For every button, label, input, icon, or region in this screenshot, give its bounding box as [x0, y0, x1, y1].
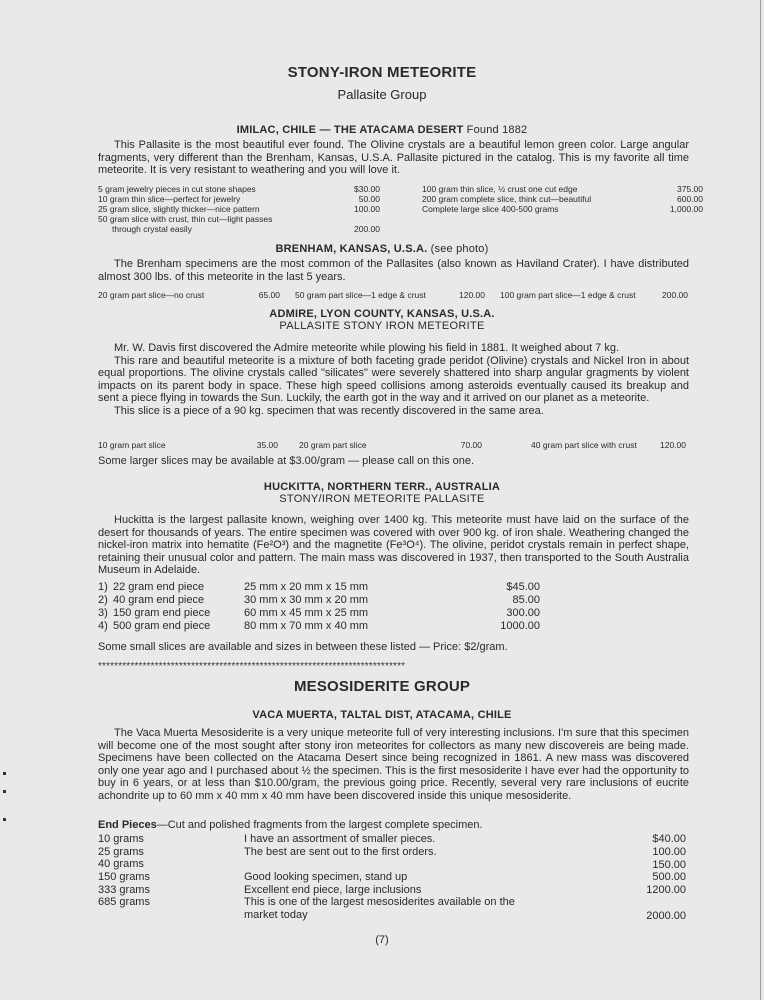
imilac-heading: IMILAC, CHILE — THE ATACAMA DESERT Found 1882 [236, 124, 528, 136]
brenham-heading: BRENHAM, KANSAS, U.S.A. (see photo) [275, 243, 489, 255]
huckitta-subheading: STONY/IRON METEORITE PALLASITE [279, 493, 485, 505]
huckitta-item-price: 300.00 [506, 607, 540, 619]
brenham-description: The Brenham specimens are the most common of the Pallasites (also known as Haviland Crater). I have distributed almost 300 lbs. of this meteorite in the last 5 years. [98, 258, 689, 283]
admire-item-price: 120.00 [660, 440, 686, 450]
end-piece-price: $40.00 [652, 833, 686, 845]
imilac-item-price: 100.00 [354, 204, 380, 214]
huckitta-item-price: $45.00 [506, 581, 540, 593]
imilac-item-desc: 200 gram complete slice, think cut—beautiful [422, 194, 592, 204]
end-piece-weight: 685 grams [98, 896, 150, 908]
admire-heading: ADMIRE, LYON COUNTY, KANSAS, U.S.A. [269, 308, 495, 320]
admire-description: Mr. W. Davis first discovered the Admire meteorite while plowing his field in 1881. It weighed about 7 kg. This rare and beautiful meteorite is a mixture of both faceting grade peridot (Olivine) crystals and Nickel Iron in about equal proportions. The olivine crystals called "silicates" were severely shattered into sharp angular gragments by violent impacts on its parent body in space. These high speed collisions among asteroids eventually caused its breakup and sent a piece flying in towards the Sun. Luckily, the earth got in the way and it arrived on our planet as a meteorite. This slice is a piece of a 90 kg. specimen that was recently discovered in the same area. [98, 342, 689, 417]
end-piece-weight: 25 grams [98, 846, 144, 858]
imilac-item-desc: 25 gram slice, slightly thicker—nice pattern [98, 204, 260, 214]
brenham-item-desc: 20 gram part slice—no crust [98, 290, 205, 300]
huckitta-item-size: 60 mm x 45 mm x 25 mm [244, 607, 369, 619]
imilac-item-desc: 100 gram thin slice, ½ crust one cut edge [422, 184, 578, 194]
huckitta-item-size: 30 mm x 30 mm x 20 mm [244, 594, 369, 606]
huckitta-item-desc: 40 gram end piece [113, 594, 205, 606]
brenham-item-desc: 50 gram part slice—1 edge & crust [295, 290, 426, 300]
end-piece-weight: 333 grams [98, 884, 150, 896]
end-piece-weight: 150 grams [98, 871, 150, 883]
imilac-item-price: $30.00 [354, 184, 380, 194]
imilac-description: This Pallasite is the most beautiful ever found. The Olivine crystals are a beautiful lemon green color. Large angular fragments, very different than the Brenham, Kansas, U.S.A. Pallasite pictured in the catalog. This is my favorite all time meteorite. It is very resistant to weathering and you will love it. [98, 139, 689, 177]
brenham-item-price: 120.00 [459, 290, 485, 300]
admire-item-desc: 10 gram part slice [98, 440, 166, 450]
admire-subheading: PALLASITE STONY IRON METEORITE [279, 320, 485, 332]
end-piece-desc: The best are sent out to the first orders. [244, 846, 437, 858]
end-piece-desc: This is one of the largest mesosiderites available on the [244, 896, 515, 908]
huckitta-item-num: 2) [98, 594, 108, 606]
admire-item-price: 70.00 [460, 440, 482, 450]
asterisk-separator: **************************************************************************** [98, 661, 406, 672]
imilac-item-price: 1,000.00 [669, 204, 703, 214]
end-piece-price: 2000.00 [646, 910, 686, 922]
mesosiderite-description: The Vaca Muerta Mesosiderite is a very unique meteorite full of very interesting inclusions. I'm sure that this specimen will become one of the most sought after stony iron meteorites for collectors as many new discovereis are being made. Specimens have been collected on the Atacama Desert since being recognized in 1861. A new mass was discovered only one year ago and I purchased about ½ the specimen. This is the first mesosiderite I have ever had the opportunity to buy in 6 years, or at less than $10.00/gram, the previous going price. Recently, several very rare inclusions of eucrite achondrite up to 60 mm x 40 mm x 40 mm have been discovered inside this unique mesosiderite. [98, 727, 689, 802]
left-edge-mark [3, 772, 6, 775]
mesosiderite-heading: VACA MUERTA, TALTAL DIST, ATACAMA, CHILE [252, 709, 512, 721]
huckitta-note: Some small slices are available and sizes in between these listed — Price: $2/gram. [98, 641, 508, 653]
huckitta-item-desc: 500 gram end piece [113, 620, 211, 632]
huckitta-item-size: 80 mm x 70 mm x 40 mm [244, 620, 369, 632]
huckitta-item-num: 3) [98, 607, 108, 619]
left-edge-mark [3, 818, 6, 821]
imilac-item-desc: 10 gram thin slice—perfect for jewelry [98, 194, 241, 204]
end-piece-weight: 10 grams [98, 833, 144, 845]
brenham-item-price: 65.00 [258, 290, 280, 300]
huckitta-item-price: 85.00 [512, 594, 540, 606]
end-pieces-intro: End Pieces—Cut and polished fragments from the largest complete specimen. [98, 819, 483, 831]
end-piece-desc: Excellent end piece, large inclusions [244, 884, 422, 896]
end-piece-desc: market today [244, 909, 308, 921]
page-number: (7) [375, 934, 389, 946]
end-piece-desc: I have an assortment of smaller pieces. [244, 833, 436, 845]
end-piece-desc: Good looking specimen, stand up [244, 871, 408, 883]
end-piece-price: 100.00 [652, 846, 686, 858]
end-piece-price: 500.00 [652, 871, 686, 883]
huckitta-description: Huckitta is the largest pallasite known, weighing over 1400 kg. This meteorite must have laid on the surface of the desert for thousands of years. The entire specimen was covered with over 900 kg. of iron shale. Weathering changed the nickel-iron matrix into hematite (Fe²O³) and the magnetite (Fe³O⁴). The olivine, peridot crystals remain in perfect shape, retaining their unusual color and pattern. The main mass was discovered in 1937, then transported to the South Australia Museum in Adelaide. [98, 514, 689, 577]
huckitta-heading: HUCKITTA, NORTHERN TERR., AUSTRALIA [263, 481, 501, 493]
huckitta-item-desc: 22 gram end piece [113, 581, 205, 593]
end-piece-weight: 40 grams [98, 858, 144, 870]
brenham-item-desc: 100 gram part slice—1 edge & crust [500, 290, 636, 300]
imilac-item-desc: Complete large slice 400-500 grams [422, 204, 559, 214]
mesosiderite-title: MESOSIDERITE GROUP [293, 678, 471, 695]
huckitta-item-price: 1000.00 [500, 620, 540, 632]
end-piece-price: 1200.00 [646, 884, 686, 896]
imilac-item-price: 200.00 [354, 224, 380, 234]
admire-item-price: 35.00 [256, 440, 278, 450]
imilac-item-price: 600.00 [677, 194, 703, 204]
huckitta-item-num: 4) [98, 620, 108, 632]
imilac-item-desc: through crystal easily [112, 224, 192, 234]
huckitta-item-num: 1) [98, 581, 108, 593]
huckitta-item-desc: 150 gram end piece [113, 607, 211, 619]
imilac-item-desc: 50 gram slice with crust, thin cut—light passes [98, 214, 273, 224]
end-piece-price: 150.00 [652, 859, 686, 871]
admire-item-desc: 20 gram part slice [299, 440, 367, 450]
imilac-item-price: 375.00 [677, 184, 703, 194]
imilac-item-desc: 5 gram jewelry pieces in cut stone shapes [98, 184, 256, 194]
admire-item-desc: 40 gram part slice with crust [531, 440, 637, 450]
left-edge-mark [3, 790, 6, 793]
admire-note: Some larger slices may be available at $3.00/gram — please call on this one. [98, 455, 475, 467]
page-subtitle: Pallasite Group [337, 87, 427, 102]
brenham-item-price: 200.00 [662, 290, 688, 300]
huckitta-item-size: 25 mm x 20 mm x 15 mm [244, 581, 369, 593]
imilac-item-price: 50.00 [358, 194, 380, 204]
page-title: STONY-IRON METEORITE [287, 64, 477, 81]
